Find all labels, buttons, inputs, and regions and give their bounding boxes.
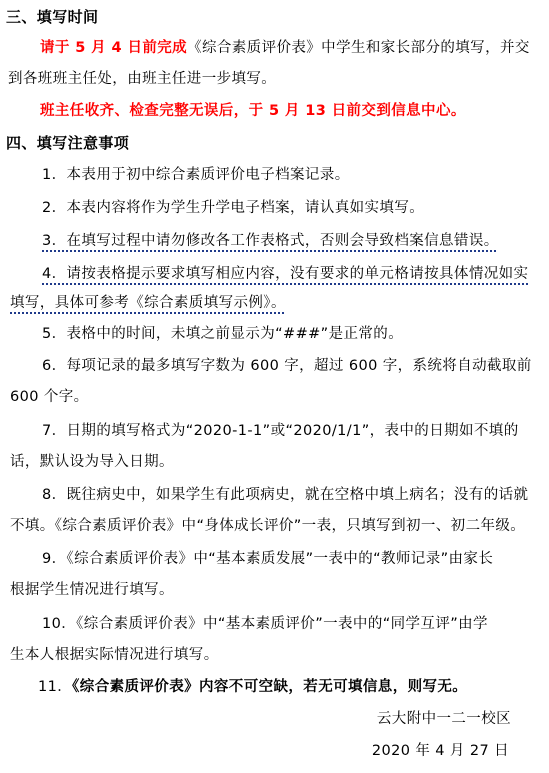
note-item-4-line-2: 填写，具体可参考《综合素质填写示例》。 <box>10 295 286 311</box>
section-3-text: 《综合素质评价表》中学生和家长部分的填写，并交 <box>187 40 530 56</box>
signature-org: 云大附中一二一校区 <box>376 711 511 727</box>
note-item-3: 3．在填写过程中请勿修改各工作表格式，否则会导致档案信息错误。 <box>42 233 499 249</box>
section-3-paragraph-line-2: 到各班班主任处，由班主任进一步填写。 <box>8 71 277 87</box>
note-item-2: 2．本表内容将作为学生升学电子档案，请认真如实填写。 <box>42 200 425 216</box>
section-3-red-notice: 班主任收齐、检查完整无误后，于 5 月 13 日前交到信息中心。 <box>40 103 466 119</box>
note-item-6-line-2: 600 个字。 <box>10 389 89 405</box>
note-item-7-line-2: 话，默认设为导入日期。 <box>10 454 174 470</box>
note-item-8-line-2: 不填。《综合素质评价表》中“身体成长评价”一表，只填写到初一、初二年级。 <box>10 518 526 534</box>
note-item-9-line-2: 根据学生情况进行填写。 <box>10 582 174 598</box>
note-item-11-number: 11． <box>38 679 73 695</box>
signature-date: 2020 年 4 月 27 日 <box>371 743 509 759</box>
section-4-heading: 四、填写注意事项 <box>6 134 130 152</box>
note-item-6-line-1: 6．每项记录的最多填写字数为 600 字，超过 600 字，系统将自动截取前 <box>42 358 532 374</box>
note-item-10-line-1: 10．《综合素质评价表》中“基本素质评价”一表中的“同学互评”由学 <box>42 616 488 632</box>
section-3-paragraph-line-1 <box>40 38 530 58</box>
note-item-11 <box>38 677 467 697</box>
note-item-7-line-1: 7．日期的填写格式为“2020-1-1”或“2020/1/1”，表中的日期如不填的 <box>42 423 519 439</box>
note-item-9-line-1: 9．《综合素质评价表》中“基本素质发展”一表中的“教师记录”由家长 <box>42 551 494 567</box>
note-item-1: 1．本表用于初中综合素质评价电子档案记录。 <box>42 167 350 183</box>
note-item-5: 5．表格中的时间，未填之前显示为“###”是正常的。 <box>42 326 404 342</box>
note-item-11-text: 《综合素质评价表》内容不可空缺，若无可填信息，则写无。 <box>72 679 468 695</box>
note-item-10-line-2: 生本人根据实际情况进行填写。 <box>10 647 219 663</box>
section-3-heading: 三、填写时间 <box>6 8 99 26</box>
deadline-highlight: 请于 5 月 4 日前完成 <box>40 40 188 56</box>
note-item-4-line-1: 4．请按表格提示要求填写相应内容，没有要求的单元格请按具体情况如实 <box>42 266 529 282</box>
note-item-8-line-1: 8．既往病史中，如果学生有此项病史，就在空格中填上病名；没有的话就 <box>42 487 529 503</box>
